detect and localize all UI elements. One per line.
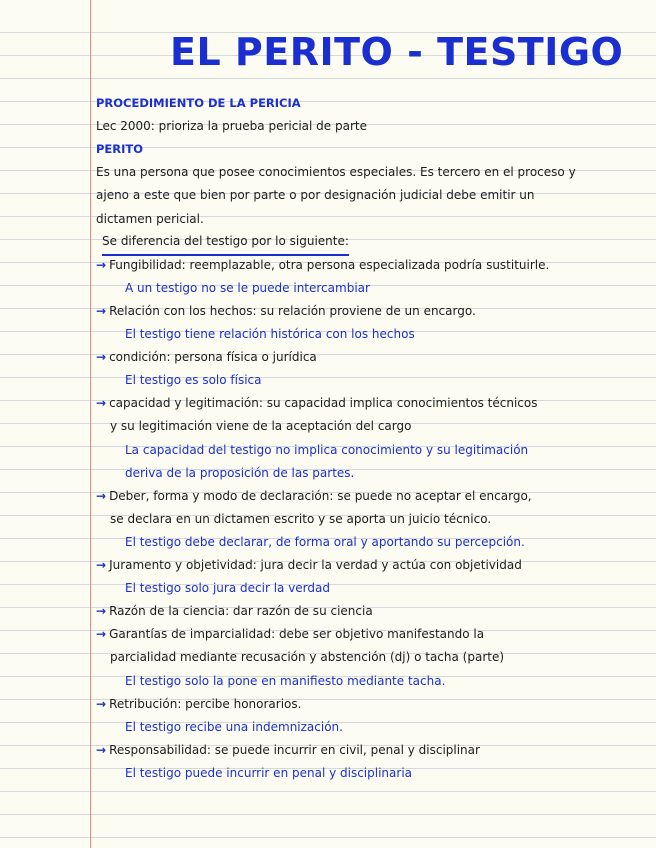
witness-note: El testigo solo la pone en manifiesto mediante tacha. xyxy=(125,673,446,688)
witness-note: deriva de la proposición de las partes. xyxy=(125,465,355,480)
witness-note: El testigo debe declarar, de forma oral y aportando su percepción. xyxy=(125,534,525,549)
list-item xyxy=(96,600,373,623)
margin-line xyxy=(90,0,91,848)
lec-line: Lec 2000: prioriza la prueba pericial de parte xyxy=(96,119,367,134)
witness-note: El testigo puede incurrir en penal y disciplinaria xyxy=(125,765,413,780)
item-text: capacidad y legitimación: su capacidad implica conocimientos técnicos xyxy=(109,396,538,411)
definition-line: Es una persona que posee conocimientos especiales. Es tercero en el proceso y xyxy=(96,165,576,180)
arrow-icon: → xyxy=(96,488,107,503)
definition-line: dictamen pericial. xyxy=(96,211,204,226)
item-text: Garantías de imparcialidad: debe ser objetivo manifestando la xyxy=(109,627,485,642)
page-title: EL PERITO - TESTIGO xyxy=(170,30,624,74)
arrow-icon: → xyxy=(96,558,107,572)
list-item xyxy=(96,254,549,277)
arrow-icon: → xyxy=(96,350,107,365)
arrow-icon: → xyxy=(96,396,107,411)
arrow-icon: → xyxy=(96,604,107,619)
list-item xyxy=(96,392,537,415)
witness-note: El testigo solo jura decir la verdad xyxy=(125,581,330,596)
list-item xyxy=(96,739,480,762)
list-item xyxy=(96,485,532,508)
list-item xyxy=(96,300,476,323)
item-text-continuation: parcialidad mediante recusación y abstención (dj) o tacha (parte) xyxy=(110,650,505,665)
item-text: Retribución: percibe honorarios. xyxy=(109,696,302,711)
differs-heading: Se diferencia del testigo por lo siguiente: xyxy=(102,231,349,256)
item-text: Deber, forma y modo de declaración: se puede no aceptar el encargo, xyxy=(109,488,532,503)
arrow-icon: → xyxy=(96,742,107,757)
item-text-continuation: se declara en un dictamen escrito y se aporta un juicio técnico. xyxy=(110,511,492,526)
item-text: Responsabilidad: se puede incurrir en civil, penal y disciplinar xyxy=(109,742,480,757)
list-item xyxy=(96,554,522,577)
arrow-icon: → xyxy=(96,303,107,318)
list-item xyxy=(96,693,301,716)
witness-note: La capacidad del testigo no implica conocimiento y su legitimación xyxy=(125,442,529,457)
arrow-icon: → xyxy=(96,257,107,272)
procedure-heading: PROCEDIMIENTO DE LA PERICIA xyxy=(96,96,301,110)
definition-line: ajeno a este que bien por parte o por designación judicial debe emitir un xyxy=(96,188,535,203)
item-text: condición: persona física o jurídica xyxy=(109,350,317,365)
witness-note: A un testigo no se le puede intercambiar xyxy=(125,280,370,295)
witness-note: El testigo recibe una indemnización. xyxy=(125,719,343,734)
arrow-icon: → xyxy=(96,696,107,711)
arrow-icon: → xyxy=(96,627,107,642)
witness-note: El testigo es solo física xyxy=(125,373,262,388)
list-item xyxy=(96,623,484,646)
item-text: Fungibilidad: reemplazable, otra persona especializada podría sustituirle. xyxy=(109,257,550,272)
witness-note: El testigo tiene relación histórica con los hechos xyxy=(125,327,415,341)
item-text: Relación con los hechos: su relación proviene de un encargo. xyxy=(109,303,476,318)
perito-heading: PERITO xyxy=(96,142,144,157)
item-text: Juramento y objetividad: jura decir la verdad y actúa con objetividad xyxy=(109,558,522,572)
item-text-continuation: y su legitimación viene de la aceptación del cargo xyxy=(110,419,412,434)
list-item xyxy=(96,346,317,369)
item-text: Razón de la ciencia: dar razón de su ciencia xyxy=(109,604,373,619)
